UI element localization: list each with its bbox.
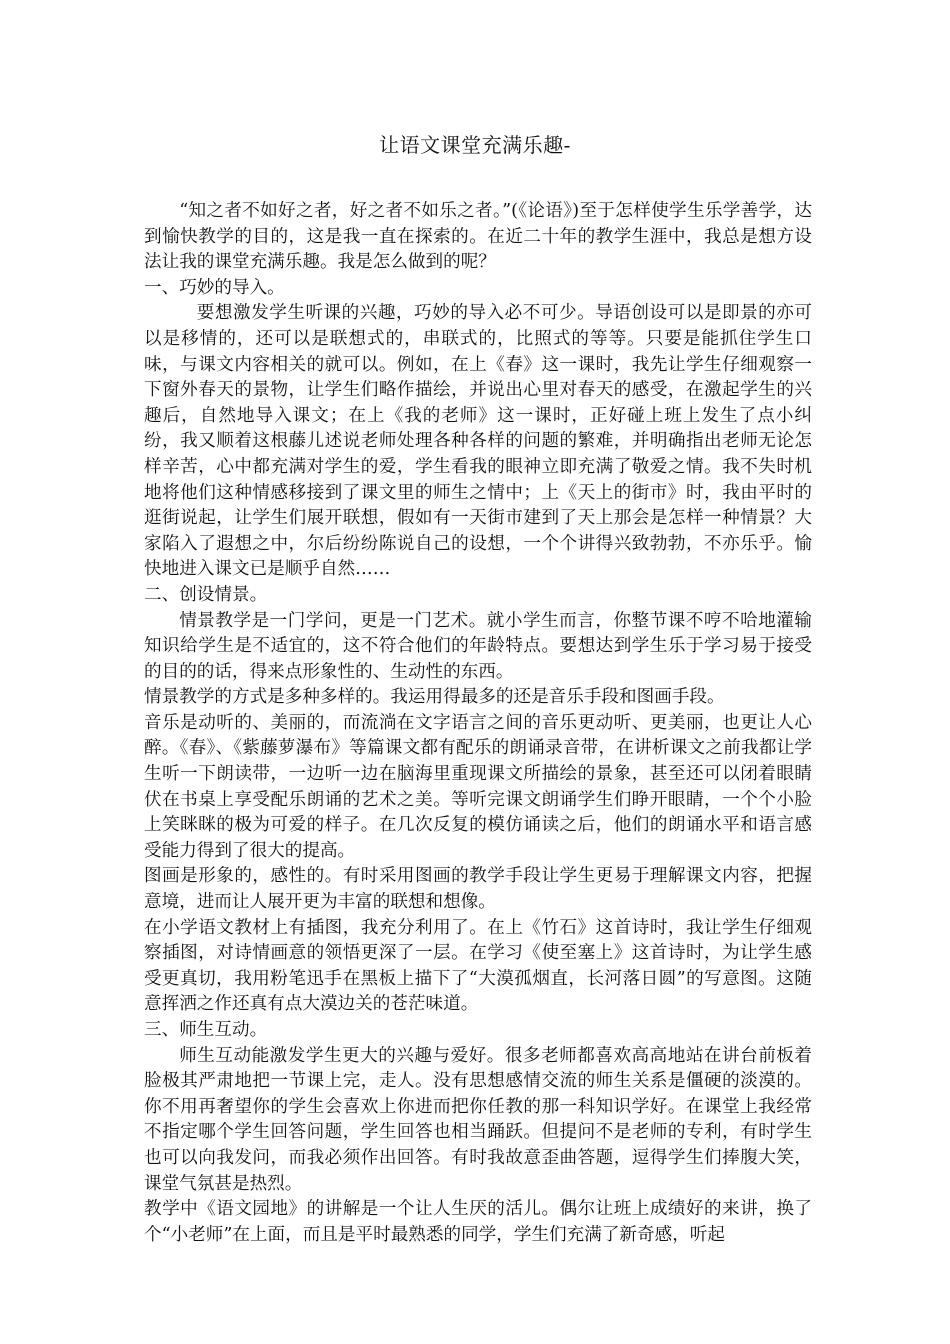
- paragraph: 教学中《语文园地》的讲解是一个让人生厌的活儿。偶尔让班上成绩好的来讲，换了个“小老师”在上面，而且是平时最熟悉的同学，学生们充满了新奇感，听起: [144, 1199, 812, 1245]
- document-title: 让语文课堂充满乐趣-: [379, 133, 571, 157]
- paragraph: 三、师生互动。: [144, 1020, 268, 1040]
- paragraph: 师生互动能激发学生更大的兴趣与爱好。很多老师都喜欢高高地站在讲台前板着脸极其严肃地把一节课上完，走人。没有思想感情交流的师生关系是僵硬的淡漠的。你不用再奢望你的学生会喜欢上你进而把你任教的那一科知识学好。在课堂上我经常不指定哪个学生回答问题，学生回答也相当踊跃。但提问不是老师的专利，有时学生也可以向我发问，而我必须作出回答。有时我故意歪曲答题，逗得学生们捧腹大笑，课堂气氛甚是热烈。: [144, 1045, 812, 1194]
- paragraph: 在小学语文教材上有插图，我充分利用了。在上《竹石》这首诗时，我让学生仔细观察插图，对诗情画意的领悟更深了一层。在学习《使至塞上》这首诗时，为让学生感受更真切，我用粉笔迅手在黑板上描下了“大漠孤烟直，长河落日圆”的写意图。这随意挥洒之作还真有点大漠边关的苍茫味道。: [144, 917, 812, 1015]
- document-body: [144, 199, 812, 1248]
- paragraph: 情景教学的方式是多种多样的。我运用得最多的还是音乐手段和图画手段。: [144, 687, 725, 708]
- paragraph: “知之者不如好之者，好之者不如乐之者。”(《论语》)至于怎样使学生乐学善学，达到愉快教学的目的，这是我一直在探索的。在近二十年的教学生涯中，我总是想方设法让我的课堂充满乐趣。我是怎么做到的呢？: [144, 201, 812, 273]
- paragraph: 音乐是动听的、美丽的，而流淌在文字语言之间的音乐更动听、更美丽，也更让人心醉。《春》、《紫藤萝瀑布》等篇课文都有配乐的朗诵录音带，在讲析课文之前我都让学生听一下朗读带，一边听一边在脑海里重现课文所描绘的景象，甚至还可以闭着眼睛伏在书桌上享受配乐朗诵的艺术之美。等听完课文朗诵学生们睁开眼睛，一个个小脸上笑眯眯的极为可爱的样子。在几次反复的模仿诵读之后，他们的朗诵水平和语言感受能力得到了很大的提高。: [144, 712, 812, 861]
- paragraph: 二、创设情景。: [144, 584, 268, 605]
- paragraph: 一、巧妙的导入。: [144, 277, 285, 298]
- paragraph: 情景教学是一门学问，更是一门艺术。就小学生而言，你整节课不哼不哈地灌输知识给学生是不适宜的，这不符合他们的年龄特点。要想达到学生乐于学习易于接受的目的的话，得来点形象性的、生动性的东西。: [144, 610, 812, 682]
- paragraph: 要想激发学生听课的兴趣，巧妙的导入必不可少。导语创设可以是即景的亦可以是移情的，还可以是联想式的，串联式的，比照式的等等。只要是能抓住学生口味，与课文内容相关的就可以。例如，在上《春》这一课时，我先让学生仔细观察一下窗外春天的景物，让学生们略作描绘，并说出心里对春天的感受，在激起学生的兴趣后，自然地导入课文；在上《我的老师》这一课时，正好碰上班上发生了点小纠纷，我又顺着这根藤儿述说老师处理各种各样的问题的繁难，并明确指出老师无论怎样辛苦，心中都充满对学生的爱，学生看我的眼神立即充满了敬爱之情。我不失时机地将他们这种情感移接到了课文里的师生之情中；上《天上的街市》时，我由平时的逛街说起，让学生们展开联想，假如有一天街市建到了天上那会是怎样一种情景？大家陷入了遐想之中，尔后纷纷陈说自己的设想，一个个讲得兴致勃勃，不亦乐乎。愉快地进入课文已是顺乎自然……: [144, 303, 812, 580]
- paragraph: 图画是形象的，感性的。有时采用图画的教学手段让学生更易于理解课文内容，把握意境，进而让人展开更为丰富的联想和想像。: [144, 866, 812, 913]
